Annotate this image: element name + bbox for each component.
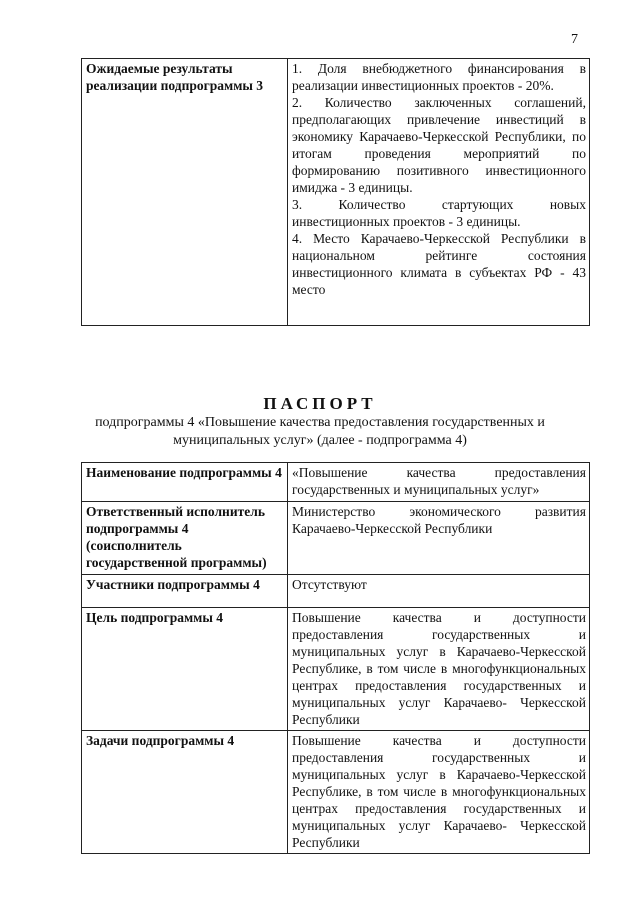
expected-results-table: [81, 58, 590, 326]
passport-subtitle: подпрограммы 4 «Повышение качества предоставления государственных и муниципальных услуг» (далее - подпрограмма 4): [95, 415, 545, 448]
table-row: [82, 502, 590, 575]
table-row: [82, 59, 590, 326]
row-label-executor: Ответственный исполнитель подпрограммы 4 (соисполнитель государственной программы): [82, 502, 288, 575]
row-value-participants: Отсутствуют: [288, 575, 590, 608]
row-value-goal: Повышение качества и доступности предоставления государственных и муниципальных услуг в Карачаево-Черкесской Республике, в том числе в многофункциональных центрах предоставления государственных и муниципальных услуг Карачаево- Черкесской Республики: [288, 608, 590, 731]
result-item-1: 1. Доля внебюджетного финансирования в реализации инвестиционных проектов - 20%.: [292, 61, 586, 93]
row-value-name: «Повышение качества предоставления государственных и муниципальных услуг»: [288, 463, 590, 502]
result-item-4: 4. Место Карачаево-Черкесской Республики в национальном рейтинге состояния инвестиционного климата в субъектах РФ - 43 место: [292, 231, 586, 297]
row-label-tasks: Задачи подпрограммы 4: [82, 731, 288, 854]
expected-results-value: [288, 59, 590, 326]
row-label-participants: Участники подпрограммы 4: [82, 575, 288, 608]
table-row: [82, 731, 590, 854]
table-row: [82, 575, 590, 608]
passport-table: [81, 462, 590, 854]
row-value-tasks: Повышение качества и доступности предоставления государственных и муниципальных услуг в Карачаево-Черкесской Республике, в том числе в многофункциональных центрах предоставления государственных и муниципальных услуг Карачаево- Черкесской Республики: [288, 731, 590, 854]
row-value-executor: Министерство экономического развития Карачаево-Черкесской Республики: [288, 502, 590, 575]
result-item-3: 3. Количество стартующих новых инвестиционных проектов - 3 единицы.: [292, 197, 586, 229]
table-row: [82, 463, 590, 502]
passport-title: ПАСПОРТ: [263, 394, 377, 413]
result-item-2: 2. Количество заключенных соглашений, предполагающих привлечение инвестиций в экономику Карачаево-Черкесской Республики, по итогам проведения мероприятий по формированию позитивного инвестиционного имиджа - 3 единицы.: [292, 95, 586, 195]
row-label-goal: Цель подпрограммы 4: [82, 608, 288, 731]
table-row: [82, 608, 590, 731]
page-number: 7: [571, 32, 578, 47]
expected-results-label: Ожидаемые результаты реализации подпрограммы 3: [82, 59, 288, 326]
passport-heading: [0, 394, 640, 450]
row-label-name: Наименование подпрограммы 4: [82, 463, 288, 502]
